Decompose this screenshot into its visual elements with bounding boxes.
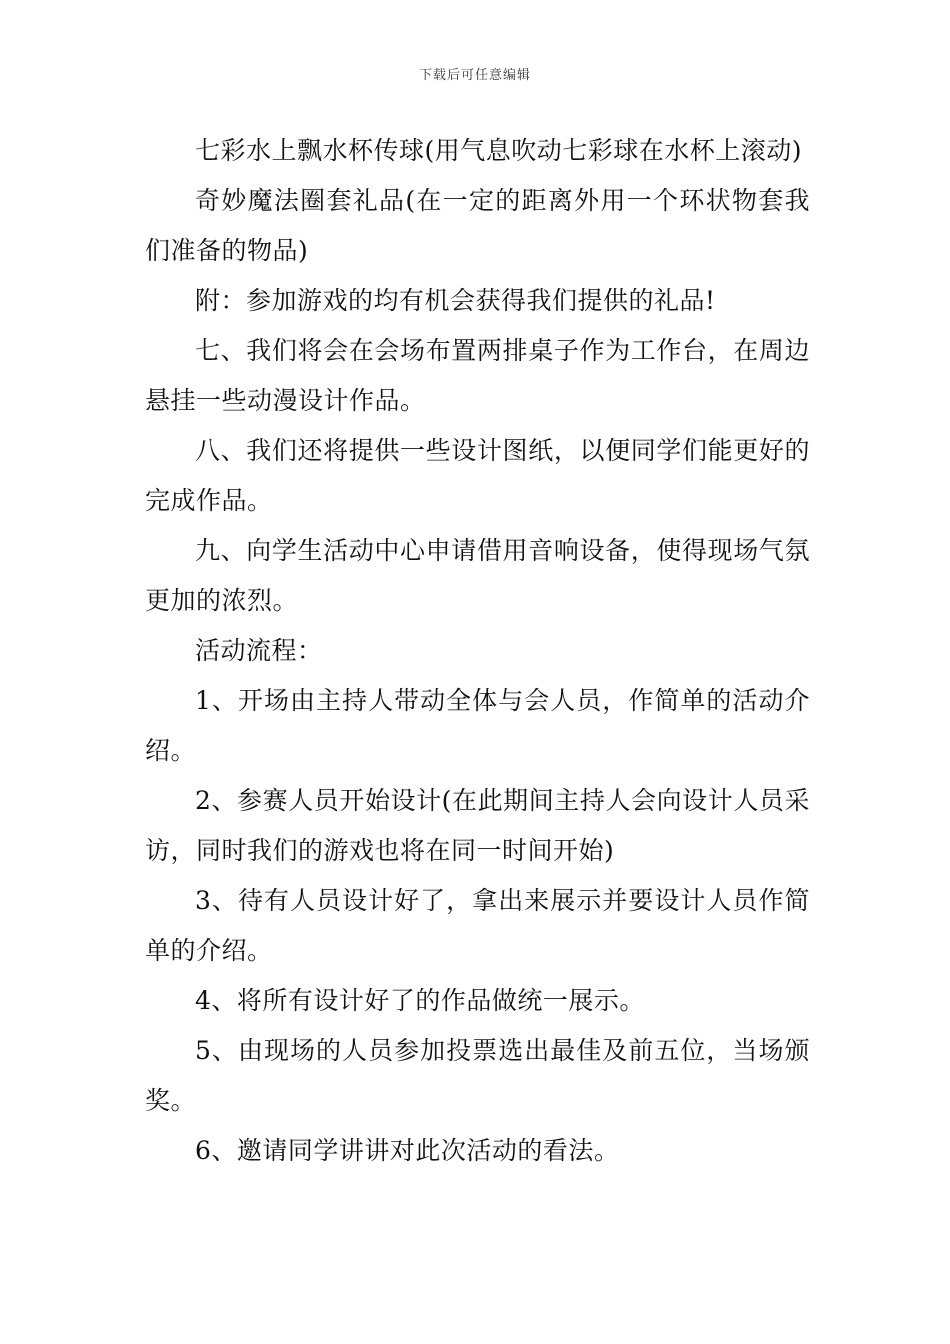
process-step-4: 4、将所有设计好了的作品做统一展示。 [195, 986, 645, 1015]
paragraph-note-prizes: 附：参加游戏的均有机会获得我们提供的礼品! [195, 286, 716, 315]
process-step-6: 6、邀请同学讲讲对此次活动的看法。 [195, 1136, 620, 1165]
process-step-2: 2、参赛人员开始设计(在此期间主持人会向设计人员采访，同时我们的游戏也将在同一时间开始) [145, 786, 810, 865]
paragraph-game-water-cup: 七彩水上飘水杯传球(用气息吹动七彩球在水杯上滚动) [195, 136, 803, 165]
page-header: 下载后可任意编辑 [418, 68, 531, 83]
process-step-1: 1、开场由主持人带动全体与会人员，作简单的活动介绍。 [145, 686, 810, 765]
paragraph-game-ring-toss: 奇妙魔法圈套礼品(在一定的距离外用一个环状物套我们准备的物品) [145, 186, 810, 265]
paragraph-item-7: 七、我们将会在会场布置两排桌子作为工作台，在周边悬挂一些动漫设计作品。 [145, 336, 810, 415]
paragraph-item-8: 八、我们还将提供一些设计图纸，以便同学们能更好的完成作品。 [145, 436, 810, 515]
section-heading-process: 活动流程： [195, 636, 323, 665]
process-step-5: 5、由现场的人员参加投票选出最佳及前五位，当场颁奖。 [145, 1036, 810, 1115]
paragraph-item-9: 九、向学生活动中心申请借用音响设备，使得现场气氛更加的浓烈。 [145, 536, 810, 615]
document-body [145, 126, 810, 1176]
process-step-3: 3、待有人员设计好了，拿出来展示并要设计人员作简单的介绍。 [145, 886, 810, 965]
